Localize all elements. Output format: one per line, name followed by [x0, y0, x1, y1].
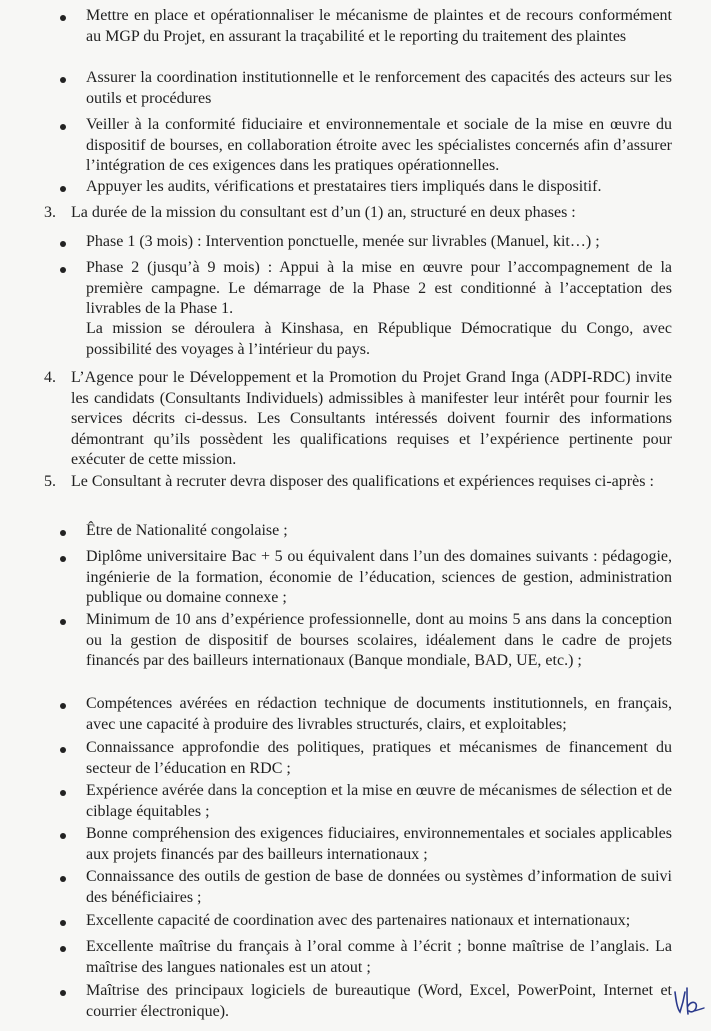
item5-bullet-9: Excellente capacité de coordination avec des partenaires nationaux et internationaux;	[86, 912, 631, 929]
bullet-icon	[60, 876, 66, 882]
item5-bullet-1: Être de Nationalité congolaise ;	[86, 522, 288, 539]
bullet-icon	[60, 920, 66, 926]
handwritten-initials-signature	[672, 984, 706, 1018]
item5-bullet-10: Excellente maîtrise du français à l’oral comme à l’écrit ; bonne maîtrise de l’anglais. La maîtrise des langues nationales est un atout ;	[86, 938, 672, 976]
item3-note: La mission se déroulera à Kinshasa, en République Démocratique du Congo, avec possibilité des voyages à l’intérieur du pays.	[86, 320, 672, 358]
item3-bullet-1: Phase 1 (3 mois) : Intervention ponctuelle, menée sur livrables (Manuel, kit…) ;	[86, 233, 600, 250]
bullet-icon	[60, 530, 66, 536]
bullet-icon	[60, 241, 66, 247]
item5-bullet-6: Expérience avérée dans la conception et la mise en œuvre de mécanismes de sélection et de ciblage équitables ;	[86, 782, 672, 820]
item-number-5: 5.	[44, 473, 56, 490]
item3-bullet-2: Phase 2 (jusqu’à 9 mois) : Appui à la mise en œuvre pour l’accompagnement de la première campagne. Le démarrage de la Phase 2 est conditionné à l’acceptation des livrables de la Phase 1.	[86, 259, 672, 317]
item5-bullet-7: Bonne compréhension des exigences fiduciaires, environnementales et sociales applicables aux projets financés par des bailleurs internationaux ;	[86, 825, 672, 863]
bullet-icon	[60, 77, 66, 83]
item-number-4: 4.	[44, 369, 56, 386]
bullet-icon	[60, 703, 66, 709]
bullet-icon	[60, 747, 66, 753]
bullet-icon	[60, 186, 66, 192]
bullet-icon	[60, 833, 66, 839]
item3-text: La durée de la mission du consultant est d’un (1) an, structuré en deux phases :	[71, 204, 576, 221]
item5-bullet-2: Diplôme universitaire Bac + 5 ou équivalent dans l’un des domaines suivants : pédagogie, ingénierie de la formation, économie de l’éducation, sciences de gestion, administration publique ou domaine connexe ;	[86, 548, 672, 606]
bullet-icon	[60, 790, 66, 796]
item5-bullet-5: Connaissance approfondie des politiques, pratiques et mécanismes de financement du secteur de l’éducation en RDC ;	[86, 739, 672, 777]
bullet-icon	[60, 556, 66, 562]
bullet-icon	[60, 990, 66, 996]
bullet-icon	[60, 619, 66, 625]
bullet-icon	[60, 15, 66, 21]
bullet-icon	[60, 124, 66, 130]
top-bullet-1: Mettre en place et opérationnaliser le mécanisme de plaintes et de recours conformément au MGP du Projet, en assurant la traçabilité et le reporting du traitement des plaintes	[86, 7, 672, 45]
bullet-icon	[60, 946, 66, 952]
item5-bullet-3: Minimum de 10 ans d’expérience professionnelle, dont au moins 5 ans dans la conception ou la gestion de dispositif de bourses scolaires, idéalement dans le cadre de projets financés par des bailleurs internationaux (Banque mondiale, BAD, UE, etc.) ;	[86, 611, 672, 669]
top-bullet-2: Assurer la coordination institutionnelle et le renforcement des capacités des acteurs sur les outils et procédures	[86, 69, 672, 107]
item-number-3: 3.	[44, 204, 56, 221]
item5-text: Le Consultant à recruter devra disposer des qualifications et expériences requises ci-après :	[71, 473, 654, 490]
item5-bullet-11: Maîtrise des principaux logiciels de bureautique (Word, Excel, PowerPoint, Internet et courrier électronique).	[86, 982, 672, 1020]
top-bullet-4: Appuyer les audits, vérifications et prestataires tiers impliqués dans le dispositif.	[86, 178, 602, 195]
item5-bullet-4: Compétences avérées en rédaction technique de documents institutionnels, en français, avec une capacité à produire des livrables structurés, clairs, et exploitables;	[86, 695, 672, 733]
bullet-icon	[60, 267, 66, 273]
item4-text: L’Agence pour le Développement et la Promotion du Projet Grand Inga (ADPI-RDC) invite les candidats (Consultants Individuels) admissibles à manifester leur intérêt pour fournir les services décrits ci-dessus. Les Consultants intéressés doivent fournir des informations démontrant qu’ils possèdent les qualifications requises et l’expérience pertinente pour exécuter de cette mission.	[71, 369, 672, 468]
item5-bullet-8: Connaissance des outils de gestion de base de données ou systèmes d’information de suivi des bénéficiaires ;	[86, 868, 672, 906]
top-bullet-3: Veiller à la conformité fiduciaire et environnementale et sociale de la mise en œuvre du dispositif de bourses, en collaboration étroite avec les spécialistes concernés afin d’assurer l’intégration de ces exigences dans les pratiques opérationnelles.	[86, 116, 672, 174]
